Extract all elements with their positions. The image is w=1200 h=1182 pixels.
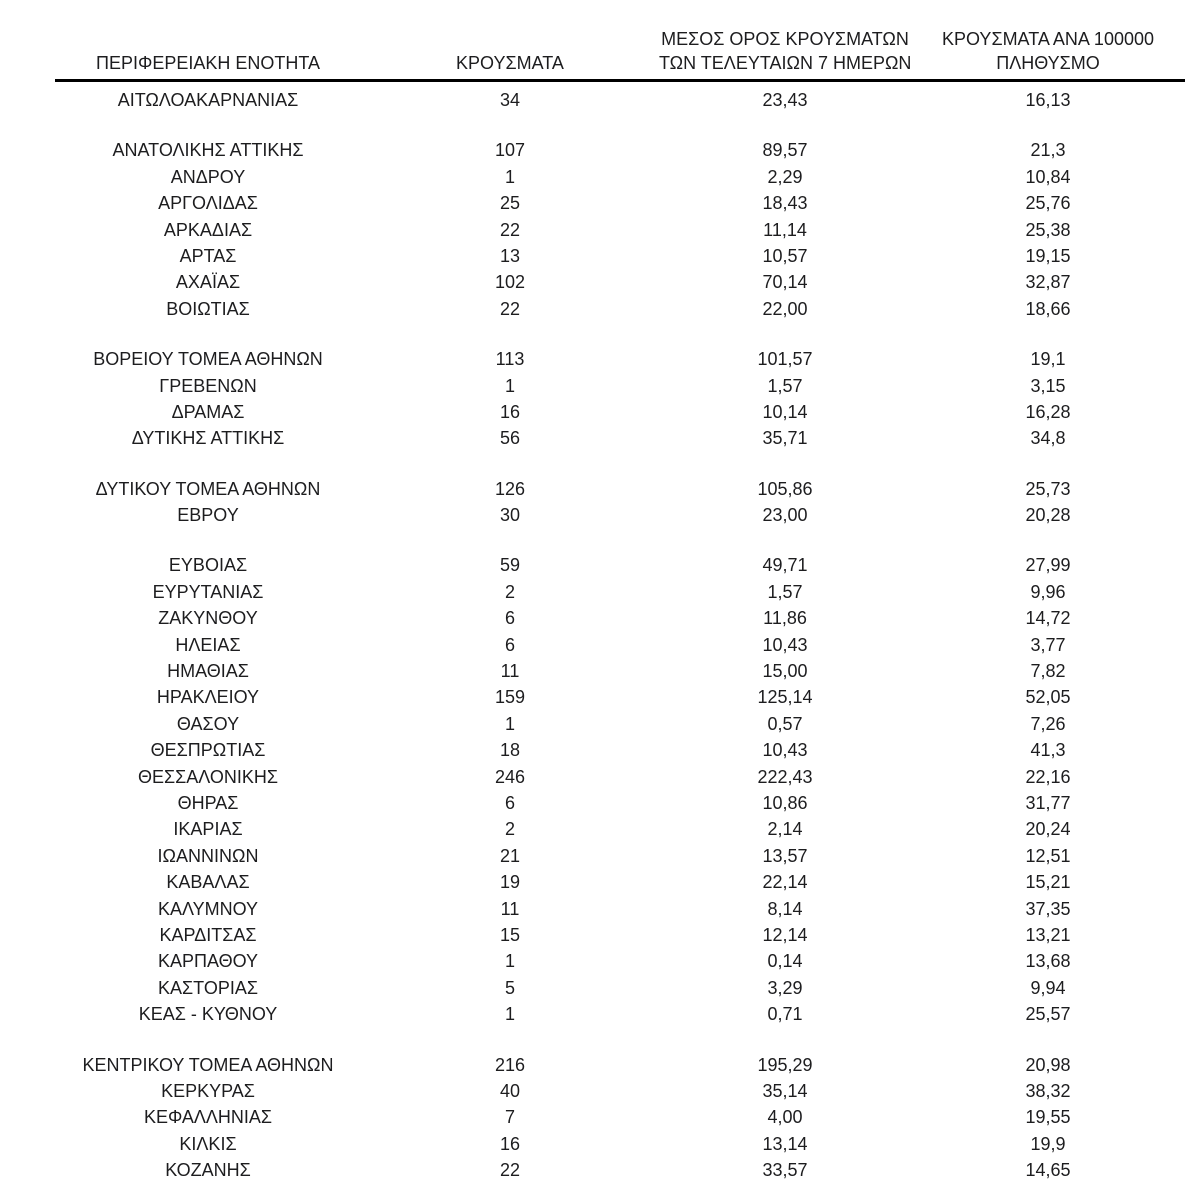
table-row [55,269,1185,295]
cell-avg7: 4,00 [767,1107,803,1128]
cell-per100k: 32,87 [1025,272,1071,293]
cell-avg7: 35,14 [762,1080,808,1101]
cell-region: ΘΕΣΠΡΩΤΙΑΣ [150,740,266,761]
cell-cases: 22 [499,1160,521,1181]
cell-cases: 1 [504,1004,515,1025]
cell-region: ΚΟΖΑΝΗΣ [165,1160,251,1181]
table-row [55,1078,1185,1104]
cell-per100k: 12,51 [1025,845,1071,866]
cell-cases: 1 [504,951,515,972]
table-row [55,632,1185,658]
row-group-gap [55,452,1185,476]
header-cases-label: ΚΡΟΥΣΜΑΤΑ [456,52,564,73]
cell-avg7: 8,14 [767,898,803,919]
cell-avg7: 35,71 [762,428,808,449]
header-per100k-label-line1: ΚΡΟΥΣΜΑΤΑ ΑΝΑ 100000 [942,29,1154,49]
cell-region: ΚΕΝΤΡΙΚΟΥ ΤΟΜΕΑ ΑΘΗΝΩΝ [82,1054,334,1075]
row-group-gap [55,1028,1185,1052]
header-cases [361,52,659,76]
cell-per100k: 18,66 [1025,298,1071,319]
cell-per100k: 25,73 [1025,478,1071,499]
cell-per100k: 14,72 [1025,608,1071,629]
cell-region: ΑΝΑΤΟΛΙΚΗΣ ΑΤΤΙΚΗΣ [112,140,304,161]
cell-region: ΕΒΡΟΥ [177,505,239,526]
cell-avg7: 1,57 [767,581,803,602]
cell-avg7: 0,14 [767,951,803,972]
cell-per100k: 19,1 [1030,349,1066,370]
cell-cases: 15 [499,924,521,945]
cell-avg7: 11,14 [763,219,807,240]
cell-cases: 11 [500,661,520,682]
cell-region: ΚΑΒΑΛΑΣ [166,872,250,893]
table-row [55,711,1185,737]
cell-region: ΘΗΡΑΣ [177,792,239,813]
cell-cases: 1 [504,166,515,187]
cell-region: ΚΙΛΚΙΣ [179,1133,237,1154]
cell-cases: 6 [504,608,515,629]
table-row [55,190,1185,216]
cell-per100k: 25,57 [1025,1004,1071,1025]
cell-region: ΑΧΑΪΑΣ [175,272,241,293]
table-row [55,764,1185,790]
cell-avg7: 10,57 [762,245,808,266]
table-row [55,579,1185,605]
cell-cases: 6 [504,792,515,813]
cell-avg7: 11,86 [763,608,807,629]
cell-per100k: 37,35 [1025,898,1071,919]
cell-cases: 16 [499,401,521,422]
cell-avg7: 33,57 [762,1160,808,1181]
cell-region: ΔΥΤΙΚΟΥ ΤΟΜΕΑ ΑΘΗΝΩΝ [95,478,321,499]
table-row [55,296,1185,322]
cell-avg7: 70,14 [762,272,808,293]
cell-per100k: 20,28 [1025,505,1071,526]
table-row [55,1131,1185,1157]
table-row [55,164,1185,190]
cell-cases: 2 [504,581,515,602]
cell-cases: 11 [500,898,520,919]
cell-region: ΑΡΓΟΛΙΔΑΣ [158,193,258,214]
cell-cases: 6 [504,634,515,655]
header-avg7 [659,28,911,75]
cell-region: ΕΥΡΥΤΑΝΙΑΣ [152,581,264,602]
cell-per100k: 15,21 [1025,872,1071,893]
cell-region: ΖΑΚΥΝΘΟΥ [158,608,258,629]
cell-region: ΑΙΤΩΛΟΑΚΑΡΝΑΝΙΑΣ [117,90,299,110]
cell-avg7: 10,43 [762,740,808,761]
cell-avg7: 101,57 [757,349,813,370]
cell-cases: 59 [499,555,521,576]
cell-region: ΒΟΙΩΤΙΑΣ [166,298,250,319]
cell-cases: 113 [495,349,525,370]
table-row [55,1001,1185,1027]
table-row [55,605,1185,631]
cell-region: ΚΑΛΥΜΝΟΥ [157,898,259,919]
cell-region: ΑΡΚΑΔΙΑΣ [163,219,253,240]
cell-per100k: 13,68 [1025,951,1071,972]
cell-region: ΘΑΣΟΥ [176,713,240,734]
cell-region: ΗΜΑΘΙΑΣ [167,661,249,682]
row-group-gap [55,322,1185,346]
table-body [55,82,1185,1182]
cell-avg7: 10,14 [762,401,808,422]
table-row [55,217,1185,243]
table-row [55,922,1185,948]
cell-avg7: 18,43 [762,193,808,214]
cell-avg7: 12,14 [762,924,808,945]
cell-avg7: 13,57 [762,845,808,866]
cell-avg7: 89,57 [762,140,808,161]
cell-region: ΔΡΑΜΑΣ [171,401,245,422]
cell-per100k: 19,9 [1030,1133,1066,1154]
cell-region: ΑΝΔΡΟΥ [170,166,246,187]
cell-per100k: 52,05 [1025,687,1071,708]
cell-avg7: 0,57 [767,713,803,734]
cell-avg7: 1,57 [767,375,803,396]
cell-cases: 21 [499,845,521,866]
cell-region: ΗΛΕΙΑΣ [175,634,241,655]
cell-cases: 16 [499,1133,521,1154]
table-row [55,476,1185,502]
cell-region: ΚΕΦΑΛΛΗΝΙΑΣ [143,1107,273,1128]
cell-avg7: 0,71 [767,1004,803,1025]
header-avg7-label-line1: ΜΕΣΟΣ ΟΡΟΣ ΚΡΟΥΣΜΑΤΩΝ [661,29,909,49]
table-row [55,1052,1185,1078]
cell-avg7: 22,00 [762,298,808,319]
cell-per100k: 16,28 [1025,401,1071,422]
cell-avg7: 10,86 [762,792,808,813]
cell-region: ΘΕΣΣΑΛΟΝΙΚΗΣ [137,766,279,787]
cell-per100k: 9,96 [1030,581,1066,602]
cell-cases: 2 [504,819,515,840]
table-row [55,399,1185,425]
cell-cases: 13 [499,245,521,266]
table-row [55,816,1185,842]
cell-cases: 34 [499,90,521,110]
cell-cases: 56 [499,428,521,449]
table-row [55,502,1185,528]
cell-region: ΙΩΑΝΝΙΝΩΝ [157,845,259,866]
cell-per100k: 25,38 [1025,219,1071,240]
header-per100k [911,28,1185,75]
cell-cases: 246 [494,766,526,787]
cell-region: ΓΡΕΒΕΝΩΝ [159,375,257,396]
cell-per100k: 22,16 [1025,766,1071,787]
cell-region: ΒΟΡΕΙΟΥ ΤΟΜΕΑ ΑΘΗΝΩΝ [93,349,323,370]
cell-avg7: 22,14 [762,872,808,893]
table-row [55,658,1185,684]
header-avg7-label-line2: ΤΩΝ ΤΕΛΕΥΤΑΙΩΝ 7 ΗΜΕΡΩΝ [659,52,912,73]
table-row [55,948,1185,974]
table-row [55,425,1185,451]
table-row [55,975,1185,1001]
cell-per100k: 3,77 [1030,634,1066,655]
cell-region: ΔΥΤΙΚΗΣ ΑΤΤΙΚΗΣ [131,428,285,449]
cell-per100k: 7,82 [1030,661,1066,682]
cell-avg7: 3,29 [767,977,803,998]
cell-per100k: 27,99 [1025,555,1071,576]
cell-per100k: 13,21 [1025,924,1071,945]
cell-avg7: 195,29 [757,1054,813,1075]
row-group-gap [55,113,1185,137]
cell-cases: 1 [504,713,515,734]
cell-avg7: 10,43 [762,634,808,655]
cell-per100k: 16,13 [1025,90,1071,110]
table-row [55,896,1185,922]
cell-per100k: 19,55 [1025,1107,1071,1128]
cell-per100k: 20,24 [1025,819,1071,840]
cell-cases: 22 [499,298,521,319]
cell-cases: 22 [499,219,521,240]
table-row [55,137,1185,163]
cell-cases: 30 [499,505,521,526]
cell-cases: 5 [504,977,515,998]
cell-avg7: 13,14 [762,1133,808,1154]
cell-cases: 126 [494,478,526,499]
cell-per100k: 7,26 [1030,713,1066,734]
table-row [55,684,1185,710]
cell-region: ΚΕΡΚΥΡΑΣ [161,1080,255,1101]
table-row [55,243,1185,269]
cell-region: ΚΑΡΠΑΘΟΥ [157,951,259,972]
cell-avg7: 2,29 [767,166,803,187]
table-row [55,1157,1185,1182]
cell-per100k: 20,98 [1025,1054,1071,1075]
cell-cases: 1 [504,375,515,396]
cell-avg7: 15,00 [762,661,808,682]
cell-per100k: 41,3 [1030,740,1066,761]
cell-cases: 102 [494,272,526,293]
cell-avg7: 222,43 [757,766,813,787]
cell-per100k: 19,15 [1025,245,1071,266]
cell-avg7: 2,14 [767,819,803,840]
header-per100k-label-line2: ΠΛΗΘΥΣΜΟ [996,52,1100,73]
table-header-row [55,28,1185,82]
cell-avg7: 49,71 [762,555,808,576]
cell-avg7: 23,43 [762,90,808,110]
cell-cases: 159 [494,687,526,708]
cell-region: ΚΑΡΔΙΤΣΑΣ [159,924,257,945]
cell-region: ΑΡΤΑΣ [179,245,237,266]
cell-per100k: 10,84 [1025,166,1071,187]
cell-per100k: 14,65 [1025,1160,1071,1181]
cell-per100k: 3,15 [1030,375,1066,396]
cell-avg7: 23,00 [762,505,808,526]
row-group-gap [55,528,1185,552]
cell-cases: 40 [499,1080,521,1101]
cell-per100k: 25,76 [1025,193,1071,214]
cell-cases: 216 [494,1054,526,1075]
table-row [55,552,1185,578]
table-row [55,869,1185,895]
table-row [55,1104,1185,1130]
cell-per100k: 9,94 [1030,977,1066,998]
cell-per100k: 31,77 [1025,792,1071,813]
cell-region: ΙΚΑΡΙΑΣ [173,819,243,840]
table-row [55,346,1185,372]
table-row [55,737,1185,763]
regional-cases-table [55,28,1185,1182]
cell-avg7: 125,14 [757,687,813,708]
cell-per100k: 21,3 [1030,140,1066,161]
cell-region: ΗΡΑΚΛΕΙΟΥ [156,687,260,708]
cell-region: ΕΥΒΟΙΑΣ [168,555,248,576]
header-region [55,52,361,76]
cell-per100k: 34,8 [1030,428,1066,449]
header-region-label: ΠΕΡΙΦΕΡΕΙΑΚΗ ΕΝΟΤΗΤΑ [95,52,321,73]
cell-per100k: 38,32 [1025,1080,1071,1101]
cell-region: ΚΑΣΤΟΡΙΑΣ [158,977,258,998]
cell-cases: 19 [499,872,521,893]
cell-cases: 107 [494,140,526,161]
cell-avg7: 105,86 [757,478,813,499]
table-row [55,373,1185,399]
cell-region: ΚΕΑΣ - ΚΥΘΝΟΥ [138,1004,278,1025]
table-row [55,790,1185,816]
table-row [55,87,1185,113]
cell-cases: 25 [499,193,521,214]
cell-cases: 18 [499,740,521,761]
cell-cases: 7 [504,1107,515,1128]
table-row [55,843,1185,869]
